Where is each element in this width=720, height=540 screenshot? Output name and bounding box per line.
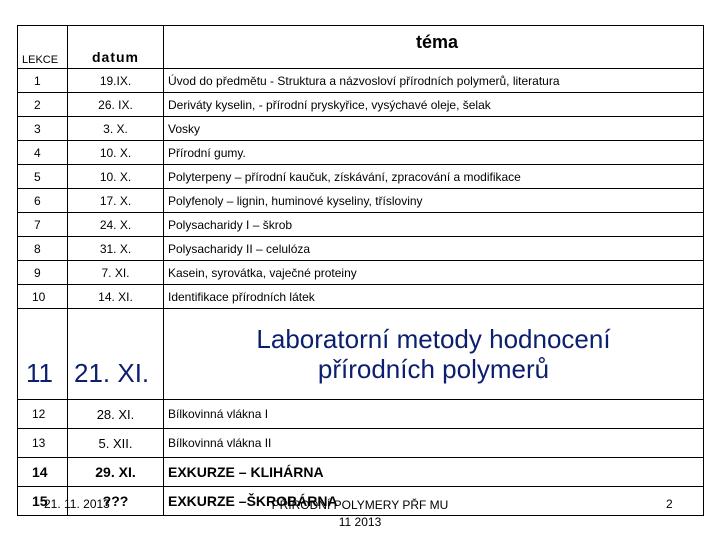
row-date: 19.IX. xyxy=(68,69,164,93)
row-topic: Polysacharidy II – celulóza xyxy=(164,237,704,261)
row-number: 10 xyxy=(18,285,68,309)
row-date: 7. XI. xyxy=(68,261,164,285)
row-date: ??? xyxy=(68,487,164,516)
row-date: 29. XI. xyxy=(68,458,164,487)
header-datum: datum xyxy=(68,26,164,69)
row-number: 15 xyxy=(18,487,68,516)
row-topic: Deriváty kyselin, - přírodní pryskyřice, vysýchavé oleje, šelak xyxy=(164,93,704,117)
footer-date: 21. 11. 2013 xyxy=(44,497,110,511)
highlight-number: 11 xyxy=(18,309,68,400)
table-row xyxy=(18,69,704,93)
row-number: 5 xyxy=(18,165,68,189)
highlight-topic xyxy=(164,309,704,400)
header-row xyxy=(18,26,704,69)
highlight-topic-line2: přírodních polymerů xyxy=(317,354,550,384)
row-topic: Vosky xyxy=(164,117,704,141)
row-topic: Úvod do předmětu - Struktura a názvosloví přírodních polymerů, literatura xyxy=(164,69,704,93)
row-topic: Kasein, syrovátka, vaječné proteiny xyxy=(164,261,704,285)
row-number: 14 xyxy=(18,458,68,487)
highlight-date: 21. XI. xyxy=(68,309,164,400)
row-topic: Identifikace přírodních látek xyxy=(164,285,704,309)
row-number: 13 xyxy=(18,429,68,458)
row-date: 31. X. xyxy=(68,237,164,261)
row-topic: Přírodní gumy. xyxy=(164,141,704,165)
row-number: 6 xyxy=(18,189,68,213)
row-date: 24. X. xyxy=(68,213,164,237)
footer-title-line2: 11 2013 xyxy=(338,515,382,529)
row-date: 17. X. xyxy=(68,189,164,213)
row-topic: Bílkovinná vlákna I xyxy=(164,400,704,429)
schedule-table xyxy=(17,25,704,516)
row-date: 10. X. xyxy=(68,165,164,189)
table-row xyxy=(18,165,704,189)
row-topic: Polysacharidy I – škrob xyxy=(164,213,704,237)
table-row xyxy=(18,429,704,458)
header-lekce: LEKCE xyxy=(18,26,68,69)
footer-title-line1: PŘÍRODNÍ POLYMERY PŘF MU xyxy=(271,498,449,512)
row-date: 5. XII. xyxy=(68,429,164,458)
footer-title xyxy=(240,497,480,531)
header-tema: téma xyxy=(164,26,704,69)
table-row xyxy=(18,285,704,309)
row-topic: EXKURZE – KLIHÁRNA xyxy=(164,458,704,487)
row-number: 12 xyxy=(18,400,68,429)
row-topic: Polyterpeny – přírodní kaučuk, získávání, zpracování a modifikace xyxy=(164,165,704,189)
row-number: 4 xyxy=(18,141,68,165)
row-topic: EXKURZE –ŠKROBÁRNA xyxy=(164,487,704,516)
row-topic: Bílkovinná vlákna II xyxy=(164,429,704,458)
table-row xyxy=(18,93,704,117)
row-date: 14. XI. xyxy=(68,285,164,309)
row-date: 10. X. xyxy=(68,141,164,165)
highlight-topic-line1: Laboratorní metody hodnocení xyxy=(256,324,611,354)
table-row xyxy=(18,189,704,213)
row-date: 28. XI. xyxy=(68,400,164,429)
row-number: 1 xyxy=(18,69,68,93)
table-row xyxy=(18,400,704,429)
table-row xyxy=(18,261,704,285)
row-number: 8 xyxy=(18,237,68,261)
table-row xyxy=(18,117,704,141)
page-number: 2 xyxy=(666,497,673,511)
row-date: 3. X. xyxy=(68,117,164,141)
excursion-row xyxy=(18,458,704,487)
highlight-row xyxy=(18,309,704,400)
row-topic: Polyfenoly – lignin, huminové kyseliny, třísloviny xyxy=(164,189,704,213)
table-row xyxy=(18,213,704,237)
table-row xyxy=(18,141,704,165)
row-number: 9 xyxy=(18,261,68,285)
row-number: 7 xyxy=(18,213,68,237)
row-date: 26. IX. xyxy=(68,93,164,117)
table-row xyxy=(18,237,704,261)
row-number: 3 xyxy=(18,117,68,141)
row-number: 2 xyxy=(18,93,68,117)
